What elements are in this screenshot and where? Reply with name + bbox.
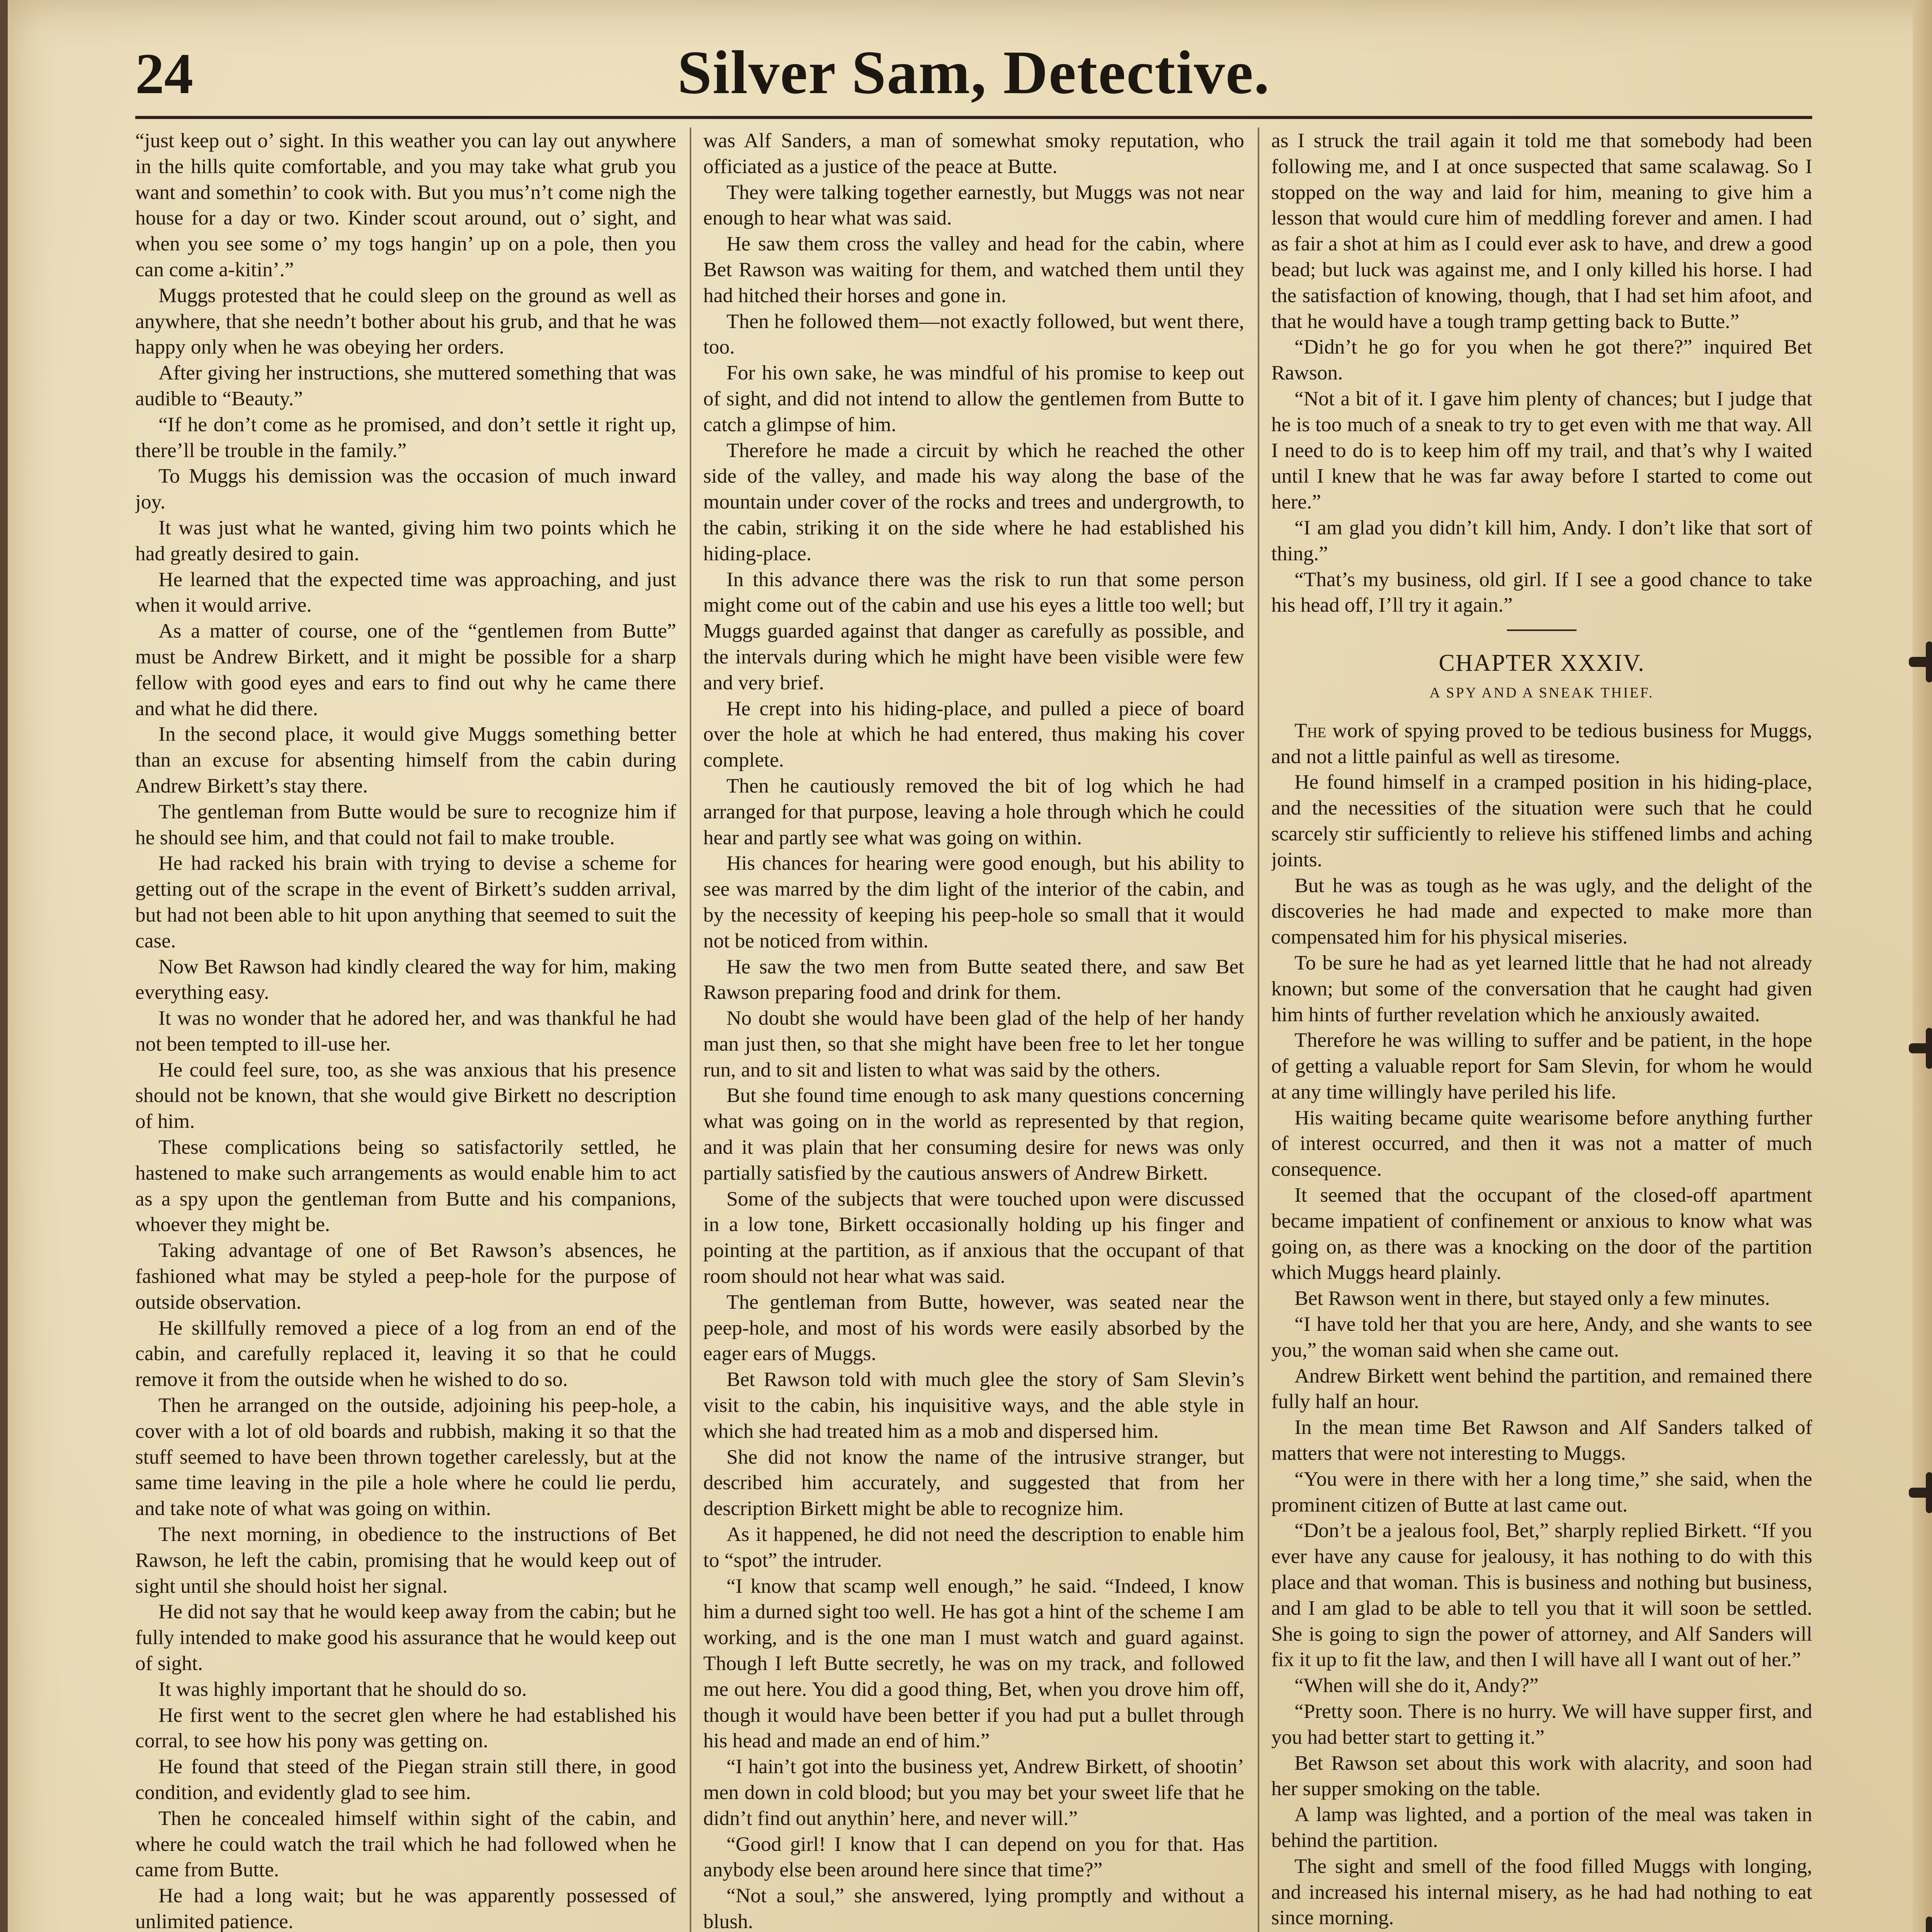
article-paragraph: For his own sake, he was mindful of his promise to keep out of sight, and did not intend to allow the gentlemen from Butte to catch a glimpse of him. [703,361,1244,436]
article-paragraph: As it happened, he did not need the description to enable him to “spot” the intruder. [703,1522,1244,1571]
article-paragraph: Bet Rawson set about this work with alacrity, and soon had her supper smoking on the table. [1271,1751,1812,1800]
article-paragraph: as I struck the trail again it told me that somebody had been following me, and I at once suspected that same scalawag. So I stopped on the way and laid for him, meaning to give him a lesson that would cure him of meddling forever and amen. I had as fair a shot at him as I could ever ask to have, and drew a good bead; but luck was against me, and I only killed his horse. I had the satisfaction of knowing, though, that I had set him afoot, and that he would have a tough tramp getting back to Butte.” [1271,129,1812,333]
article-paragraph: These complications being so satisfactorily settled, he hastened to make such arrangements as would enable him to act as a spy upon the gentleman from Butte and his companions, whoever they might be. [135,1135,676,1236]
article-paragraph: As a matter of course, one of the “gentlemen from Butte” must be Andrew Birkett, and it might be possible for a sharp fellow with good eyes and ears to find out why he came there and what he did there. [135,619,676,720]
article-paragraph: A lamp was lighted, and a portion of the meal was taken in behind the partition. [1271,1803,1812,1852]
article-paragraph: “When will she do it, Andy?” [1294,1673,1539,1697]
article-paragraph: “You were in there with her a long time,” she said, when the prominent citizen of Butte at last came out. [1271,1467,1812,1516]
column-divider [1258,128,1259,1932]
article-paragraph: To be sure he had as yet learned little that he had not already known; but some of the conversation that he caught had given him hints of further revelation which he anxiously awaited. [1271,951,1812,1026]
article-paragraph: His chances for hearing were good enough, but his ability to see was marred by the dim light of the interior of the cabin, and by the necessity of keeping his peep-hole so small that it would not be noticed from within. [703,851,1244,952]
article-paragraph: Some of the subjects that were touched upon were discussed in a low tone, Birkett occasionally holding up his finger and pointing at the partition, as if anxious that the occupant of that room should not hear what was said. [703,1187,1244,1288]
article-paragraph: He first went to the secret glen where he had established his corral, to see how his pony was getting on. [135,1703,676,1752]
article-paragraph: Therefore he was willing to suffer and be patient, in the hope of getting a valuable report for Sam Slevin, for whom he would at any time willingly have periled his life. [1271,1028,1812,1103]
article-paragraph: He could feel sure, too, as she was anxious that his presence should not be known, that she would give Birkett no description of him. [135,1058,676,1133]
article-paragraph: In the second place, it would give Muggs something better than an excuse for absenting himself from the cabin during Andrew Birkett’s stay there. [135,722,676,797]
article-paragraph: He did not say that he would keep away from the cabin; but he fully intended to make good his assurance that he would keep out of sight. [135,1600,676,1675]
chapter-first-paragraph [1271,718,1812,769]
article-paragraph: It seemed that the occupant of the closed-off apartment became impatient of confinement or anxious to know what was going on, as there was a knocking on the door of the partition which Muggs heard plainly. [1271,1183,1812,1284]
chapter-first-word: The [1294,718,1326,742]
chapter-rule [1507,629,1577,631]
article-paragraph: He had a long wait; but he was apparently possessed of unlimited patience. [135,1884,676,1932]
binding-staple [1909,1043,1932,1053]
article-paragraph: His waiting became quite wearisome before anything further of interest occurred, and then it was not a matter of much consequence. [1271,1105,1812,1181]
article-paragraph: Then he followed them—not exactly followed, but went there, too. [703,309,1244,359]
article-paragraph: Now Bet Rawson had kindly cleared the way for him, making everything easy. [135,954,676,1004]
article-paragraph: “just keep out o’ sight. In this weather you can lay out anywhere in the hills quite comfortable, and you may take what grub you want and somethin’ to cook with. But you mus’n’t come nigh the house for a day or two. Kinder scout around, out o’ sight, and when you see some o’ my togs hangin’ up on a pole, then you can come a-kitin’.” [135,129,676,281]
article-paragraph: “If he don’t come as he promised, and don’t settle it right up, there’ll be trouble in the family.” [135,412,676,462]
article-paragraph: The next morning, in obedience to the instructions of Bet Rawson, he left the cabin, promising that he would keep out of sight until she should hoist her signal. [135,1522,676,1597]
article-paragraph: He saw the two men from Butte seated there, and saw Bet Rawson preparing food and drink for them. [703,954,1244,1004]
article-paragraph: Bet Rawson told with much glee the story of Sam Slevin’s visit to the cabin, his inquisitive ways, and the able style in which she had treated him as a mob and dispersed him. [703,1367,1244,1442]
article-paragraph: Taking advantage of one of Bet Rawson’s absences, he fashioned what may be styled a peep-hole for the purpose of outside observation. [135,1238,676,1313]
article-paragraph: It was highly important that he should do so. [158,1677,527,1701]
binding-staple [1909,657,1932,667]
header-rule [135,116,1812,119]
article-paragraph: “I hain’t got into the business yet, Andrew Birkett, of shootin’ men down in cold blood; but you may bet your sweet life that he didn’t find out anythin’ here, and never will.” [703,1755,1244,1830]
article-paragraph: He found himself in a cramped position in his hiding-place, and the necessities of the situation were such that he could scarcely stir sufficiently to relieve his stiffened limbs and aching joints. [1271,770,1812,871]
article-paragraph: “Pretty soon. There is no hurry. We will have supper first, and you had better start to getting it.” [1271,1699,1812,1748]
article-paragraph: “Good girl! I know that I can depend on you for that. Has anybody else been around here since that time?” [703,1832,1244,1881]
article-paragraph: They were talking together earnestly, but Muggs was not near enough to hear what was said. [703,180,1244,230]
article-paragraph: “Not a bit of it. I gave him plenty of chances; but I judge that he is too much of a sneak to try to get even with me that way. All I need to do is to keep him off my trail, and that’s why I waited until I knew that he was far away before I started to come out here.” [1271,386,1812,514]
article-paragraph: He skillfully removed a piece of a log from an end of the cabin, and carefully replaced it, leaving it so that he could remove it from the outside when he wished to do so. [135,1316,676,1391]
article-paragraph: She did not know the name of the intrusive stranger, but described him accurately, and suggested that from her description Birkett might be able to recognize him. [703,1445,1244,1520]
binding-spine [1913,0,1932,1932]
page-header [135,37,1812,126]
column-divider [690,128,691,1932]
running-title: Silver Sam, Detective. [677,38,1270,107]
text-column-2 [703,128,1244,1932]
chapter-heading: CHAPTER XXXIV. [1439,650,1645,677]
article-paragraph: was Alf Sanders, a man of somewhat smoky reputation, who officiated as a justice of the peace at Butte. [703,129,1244,178]
article-paragraph: But she found time enough to ask many questions concerning what was going on in the world as represented by that region, and it was plain that her consuming desire for news was only partially satisfied by the cautious answers of Andrew Birkett. [703,1083,1244,1184]
article-paragraph: Then he concealed himself within sight of the cabin, and where he could watch the trail which he had followed when he came from Butte. [135,1806,676,1881]
article-paragraph: He learned that the expected time was approaching, and just when it would arrive. [135,567,676,617]
article-paragraph: It was just what he wanted, giving him two points which he had greatly desired to gain. [135,515,676,565]
article-paragraph: After giving her instructions, she muttered something that was audible to “Beauty.” [135,361,676,410]
article-paragraph: The gentleman from Butte would be sure to recognize him if he should see him, and that could not fail to make trouble. [135,799,676,849]
article-paragraph: The gentleman from Butte, however, was seated near the peep-hole, and most of his words were easily absorbed by the eager ears of Muggs. [703,1290,1244,1365]
page-number: 24 [135,42,193,106]
article-paragraph: “I know that scamp well enough,” he said. “Indeed, I know him a durned sight too well. He has got a hint of the scheme I am working, and is the one man I must watch and guard against. Though I left Butte secretly, he was on my track, and followed me out here. You did a good thing, Bet, when you drove him off, though it would have been better if you had put a bullet through his head and made an end of him.” [703,1574,1244,1752]
article-paragraph: It was no wonder that he adored her, and was thankful he had not been tempted to ill-use her. [135,1006,676,1055]
article-paragraph [1271,1930,1812,1932]
article-paragraph: “I have told her that you are here, Andy, and she wants to see you,” the woman said when she came out. [1271,1312,1812,1361]
article-paragraph: Then he arranged on the outside, adjoining his peep-hole, a cover with a lot of old boards and rubbish, making it so that the stuff seemed to have been thrown together carelessly, but at the same time leaving in the pile a hole where he could lie perdu, and take note of what was going on within. [135,1393,676,1520]
article-paragraph: Bet Rawson went in there, but stayed only a few minutes. [1294,1286,1770,1310]
article-paragraph: “Don’t be a jealous fool, Bet,” sharply replied Birkett. “If you ever have any cause for jealousy, it has nothing to do with this place and that woman. This is business and nothing but business, and I am glad to be able to tell you that it will soon be settled. She is going to sign the power of attorney, and Alf Sanders will fix it up to fit the law, and then I will have all I want out of her.” [1271,1519,1812,1671]
article-paragraph: Therefore he made a circuit by which he reached the other side of the valley, and made his way along the base of the mountain under cover of the rocks and trees and undergrowth, to the cabin, striking it on the side where he had established his hiding-place. [703,438,1244,565]
chapter-subtitle: A SPY AND A SNEAK THIEF. [1429,684,1654,701]
article-paragraph: “I am glad you didn’t kill him, Andy. I don’t like that sort of thing.” [1271,515,1812,565]
article-paragraph: Muggs protested that he could sleep on the ground as well as anywhere, that she needn’t bother about his grub, and that he was happy only when he was obeying her orders. [135,283,676,359]
article-paragraph: The sight and smell of the food filled Muggs with longing, and increased his internal misery, as he had had nothing to eat since morning. [1271,1854,1812,1929]
article-paragraph: “Not a soul,” she answered, lying promptly and without a blush. [703,1884,1244,1932]
article-paragraph: In the mean time Bet Rawson and Alf Sanders talked of matters that were not interesting to Muggs. [1271,1415,1812,1465]
text-column-1 [135,128,676,1932]
text-column-3 [1271,128,1812,1932]
article-paragraph: Andrew Birkett went behind the partition, and remained there fully half an hour. [1271,1364,1812,1413]
article-paragraph: No doubt she would have been glad of the help of her handy man just then, so that she might have been free to let her tongue run, and to sit and listen to what was said by the others. [703,1006,1244,1081]
article-paragraph: To Muggs his demission was the occasion of much inward joy. [135,464,676,514]
article-paragraph: He saw them cross the valley and head for the cabin, where Bet Rawson was waiting for them, and watched them until they had hitched their horses and gone in. [703,232,1244,307]
binding-staple [1909,1488,1932,1498]
article-paragraph: Then he cautiously removed the bit of log which he had arranged for that purpose, leaving a hole through which he could hear and partly see what was going on within. [703,774,1244,849]
article-paragraph: “Didn’t he go for you when he got there?” inquired Bet Rawson. [1271,335,1812,384]
article-paragraph: In this advance there was the risk to run that some person might come out of the cabin and use his eyes a little too well; but Muggs guarded against that danger as carefully as possible, and the intervals during which he might have been visible were few and very brief. [703,567,1244,694]
article-paragraph: But he was as tough as he was ugly, and the delight of the discoveries he had made and expected to make more than compensated him for his physical miseries. [1271,873,1812,949]
chapter-first-paragraph-text: work of spying proved to be tedious business for Muggs, and not a little painful as well as tiresome. [1271,718,1812,768]
article-paragraph: “That’s my business, old girl. If I see a good chance to take his head off, I’ll try it again.” [1271,567,1812,617]
article-paragraph: He had racked his brain with trying to devise a scheme for getting out of the scrape in the event of Birkett’s sudden arrival, but had not been able to hit upon anything that seemed to suit the case. [135,851,676,952]
article-paragraph: He crept into his hiding-place, and pulled a piece of board over the hole at which he had entered, thus making his cover complete. [703,696,1244,772]
article-paragraph: He found that steed of the Piegan strain still there, in good condition, and evidently glad to see him. [135,1755,676,1804]
